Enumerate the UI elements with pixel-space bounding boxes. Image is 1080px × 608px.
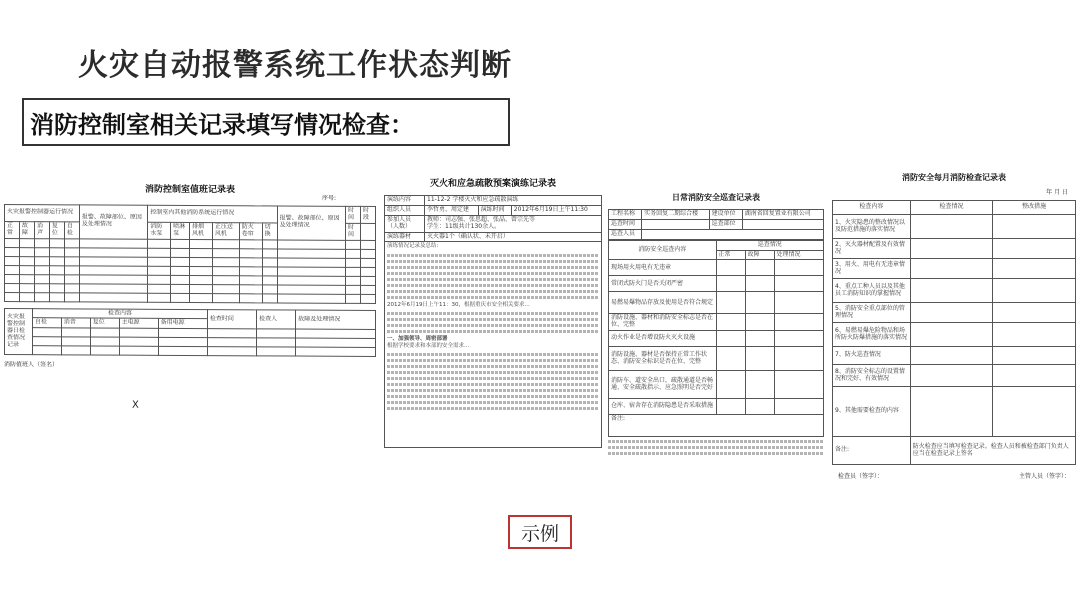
check-col: 消音 [61, 318, 90, 328]
duty-col-header: 控制室内其他消防系统运行情况 [148, 205, 277, 222]
monthly-remark-label: 备注: [833, 437, 911, 465]
drill-paragraph: 根据学校要求和本部的安全需求... [387, 342, 470, 349]
drill-section-label: 演练情况记录及总结: [387, 243, 439, 250]
monthly-header: 整改措施 [993, 201, 1076, 215]
duty-sub-header: 消防水泵 [148, 222, 171, 239]
duty-col-header: 时段 [360, 206, 375, 223]
example-label: 示例 [520, 522, 559, 545]
patrol-value: 实务回复二期综合楼 [642, 210, 709, 220]
patrol-record-form [608, 190, 824, 510]
drill-value: 2012年6月19日上午11:30 [511, 205, 601, 215]
check-header: 检查时间 [207, 309, 256, 329]
drill-heading: 一、加强领导、周密部署 [387, 335, 448, 342]
drill-value [425, 215, 602, 232]
duty-signature: 消防值班人（签名） [4, 361, 59, 369]
duty-left-label: 火灾报警控制器日检查情况记录 [5, 308, 33, 355]
monthly-item: 4、重点工种人员以及其他员工消防知识的掌握情况 [833, 279, 911, 303]
duty-sub-header: 排烟风机 [190, 222, 213, 239]
duty-sub-header: 切换 [262, 223, 277, 240]
duty-sub-header: 喷淋泵 [171, 222, 190, 239]
duty-sub-header: 复位 [49, 222, 64, 239]
drill-participants-teachers: 教师：司志强、张思超、张晶、曾宗先等 [427, 215, 536, 223]
duty-col-header: 报警、故障部位、原因及处理情况 [79, 205, 147, 239]
example-label-box [508, 515, 572, 549]
check-col: 备用电源 [158, 319, 207, 329]
patrol-remark: 备注: [609, 415, 824, 437]
patrol-item: 消防设施、器材和消防安全标志是否在位、完整 [609, 314, 717, 331]
patrol-header: 故障 [745, 250, 774, 260]
drill-label: 参加人员（人数） [385, 215, 425, 232]
drill-paragraph: 2012年6月19日上午11：30，根据重庆市安全相关要求... [387, 301, 530, 308]
monthly-item: 5、消防安全重点部位的管理情况 [833, 303, 911, 323]
patrol-item: 易燃易爆物品存放及使用是否符合规定 [609, 292, 717, 314]
check-col: 主电源 [119, 319, 158, 329]
patrol-item: 消防车、道安全出口，疏散通道是否畅通、安全疏散指示、应急照明是否完好 [609, 371, 717, 399]
drill-record-form [384, 172, 602, 512]
patrol-items-table [608, 240, 824, 438]
patrol-item: 消防设施、器材是否保持正常工作状态、消防安全标识是否在位、完整 [609, 347, 717, 371]
subtitle-text: 消防控制室相关记录填写情况检查： [30, 110, 414, 139]
patrol-item: 动火作业是否增设防火灭火设施 [609, 331, 717, 347]
duty-record-form [4, 175, 376, 415]
drill-label: 演练器材 [385, 232, 425, 242]
monthly-remark-text: 防火检查应当填写检查记录。检查人员和被检查部门负责人应当在检查记录上签名 [910, 437, 1075, 465]
monthly-item: 3、用火、用电有无违章情况 [833, 259, 911, 279]
monthly-item: 2、灭火器材配置及有效情况 [833, 239, 911, 259]
drill-participants-students: 学生：11级共计130余人。 [427, 222, 501, 230]
duty-sub-header: 正常 [5, 221, 20, 238]
patrol-item: 现场用火用电有无违章 [609, 260, 717, 276]
patrol-header: 巡查情况 [716, 240, 824, 250]
patrol-top-table [608, 209, 824, 240]
duty-sub-header: 正压送风机 [212, 222, 239, 239]
patrol-item: 常闭式防火门是否关闭严密 [609, 276, 717, 292]
check-header: 检查内容 [33, 308, 208, 319]
check-col: 自检 [33, 318, 62, 328]
duty-col-header: 时间 [346, 206, 361, 223]
monthly-header: 检查内容 [833, 201, 911, 215]
duty-sub-header: 消声 [34, 221, 49, 238]
serial-label: 序号: [321, 194, 336, 202]
monthly-inspection-table [832, 200, 1076, 465]
monthly-inspection-title: 消防安全每月消防检查记录表 [902, 173, 1006, 182]
monthly-header: 检查情况 [910, 201, 993, 215]
patrol-label: 巡查部位 [709, 219, 742, 229]
drill-label: 组织人员 [385, 205, 425, 215]
monthly-date: 年 月 日 [1046, 189, 1068, 196]
patrol-label: 巡查时间 [609, 219, 642, 229]
duty-sub-header: 防火卷帘 [239, 223, 262, 240]
check-col: 复位 [90, 318, 119, 328]
drill-label: 演练内容 [385, 196, 425, 206]
monthly-item: 8、消防安全标志的设置情况和完好、有效情况 [833, 365, 911, 387]
x-mark: X [132, 399, 139, 411]
section-subtitle [22, 98, 510, 146]
monthly-item: 6、易燃易爆危险物品和场所防火防爆措施的落实情况 [833, 323, 911, 347]
duty-record-table [4, 204, 376, 304]
monthly-item: 9、其他需要检查的内容 [833, 387, 911, 437]
check-header: 故障及处理情况 [296, 310, 376, 330]
duty-sub-header [360, 223, 375, 240]
drill-record-title: 灭火和应急疏散预案演练记录表 [429, 179, 556, 189]
inspector-signature: 检查员（签字）： [838, 473, 884, 480]
duty-check-table [4, 308, 376, 358]
duty-col-header: 火灾报警控制器运行情况 [5, 205, 80, 222]
drill-value: 11-12-2 学楼灭火和应急疏散演练 [425, 196, 602, 206]
page-title: 火灾自动报警系统工作状态判断 [78, 48, 512, 83]
patrol-header: 处理情况 [774, 250, 824, 260]
supervisor-signature: 主管人员（签字）： [1018, 473, 1070, 480]
patrol-item: 仓库、宿舍存在消防隐患是否采取措施 [609, 399, 717, 415]
monthly-item: 7、防火巡查情况 [833, 347, 911, 365]
patrol-label: 巡查人员 [609, 229, 642, 239]
patrol-header: 正常 [716, 250, 745, 260]
patrol-record-title: 日常消防安全巡查记录表 [672, 193, 760, 202]
duty-sub-header: 故障 [19, 221, 34, 238]
patrol-value: 湖南省回复置业有限公司 [742, 210, 823, 220]
drill-label: 演练时间 [478, 205, 511, 215]
drill-value: 李哲勇、周定建 [425, 205, 479, 215]
check-header: 检查人 [257, 309, 296, 329]
duty-sub-header: 时间 [346, 223, 361, 240]
monthly-item: 1、火灾隐患的整改情况以及防范措施的落实情况 [833, 215, 911, 239]
patrol-label: 工程名称 [609, 210, 642, 220]
drill-record-table [384, 195, 602, 448]
drill-value: 灭火器1个（确认状、未开启） [425, 232, 602, 242]
patrol-header: 消防安全巡查内容 [609, 240, 717, 260]
drill-summary-cell [385, 242, 602, 448]
monthly-inspection-form [832, 170, 1076, 516]
patrol-label: 建设单位 [709, 210, 742, 220]
duty-record-title: 消防控制室值班记录表 [144, 184, 235, 196]
duty-sub-header: 自检 [64, 222, 79, 239]
duty-col-header: 报警、故障部位、原因及处理情况 [277, 206, 345, 240]
